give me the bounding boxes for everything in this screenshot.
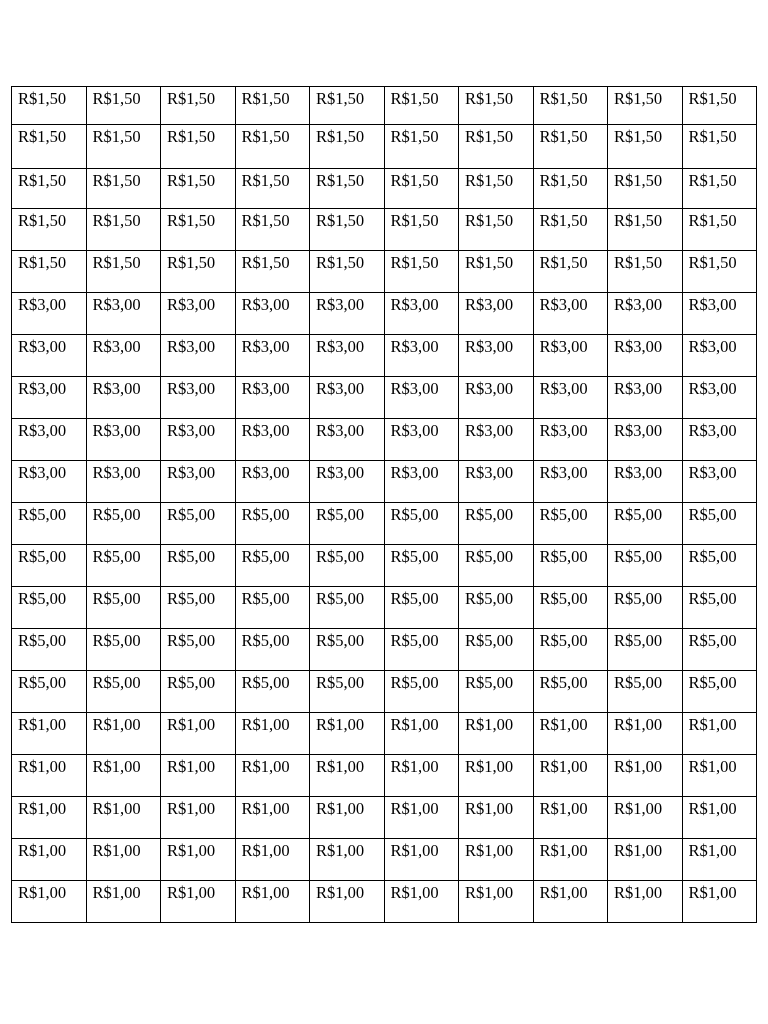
price-cell: R$1,50 [86, 209, 161, 251]
price-cell: R$5,00 [86, 671, 161, 713]
table-row [12, 797, 757, 839]
table-row [12, 125, 757, 169]
price-cell: R$1,00 [161, 839, 236, 881]
table-row [12, 713, 757, 755]
price-cell: R$3,00 [533, 419, 608, 461]
table-row [12, 671, 757, 713]
price-cell: R$3,00 [459, 419, 534, 461]
price-cell: R$5,00 [235, 545, 310, 587]
price-cell: R$5,00 [533, 545, 608, 587]
price-cell: R$5,00 [161, 671, 236, 713]
table-row [12, 755, 757, 797]
price-cell: R$3,00 [161, 461, 236, 503]
price-cell: R$5,00 [459, 671, 534, 713]
price-cell: R$5,00 [608, 545, 683, 587]
price-cell: R$3,00 [12, 377, 87, 419]
price-cell: R$5,00 [459, 629, 534, 671]
price-cell: R$3,00 [310, 335, 385, 377]
price-cell: R$1,50 [235, 251, 310, 293]
price-cell: R$3,00 [608, 335, 683, 377]
price-cell: R$5,00 [608, 503, 683, 545]
price-cell: R$1,00 [235, 755, 310, 797]
price-cell: R$5,00 [459, 587, 534, 629]
price-cell: R$1,00 [86, 839, 161, 881]
price-cell: R$1,50 [384, 209, 459, 251]
price-cell: R$5,00 [533, 671, 608, 713]
price-cell: R$1,00 [608, 797, 683, 839]
price-cell: R$3,00 [86, 335, 161, 377]
price-cell: R$1,50 [384, 125, 459, 169]
table-row [12, 169, 757, 209]
price-cell: R$1,00 [682, 713, 757, 755]
price-cell: R$1,00 [12, 713, 87, 755]
price-cell: R$1,50 [682, 125, 757, 169]
price-cell: R$1,00 [384, 881, 459, 923]
price-cell: R$3,00 [235, 461, 310, 503]
price-cell: R$1,00 [682, 755, 757, 797]
price-cell: R$3,00 [12, 293, 87, 335]
price-table-body [12, 87, 757, 923]
price-cell: R$3,00 [682, 293, 757, 335]
price-cell: R$1,50 [682, 251, 757, 293]
table-row [12, 629, 757, 671]
price-cell: R$1,50 [310, 251, 385, 293]
price-cell: R$5,00 [86, 503, 161, 545]
price-cell: R$1,00 [608, 881, 683, 923]
price-cell: R$5,00 [310, 503, 385, 545]
price-cell: R$1,00 [12, 839, 87, 881]
price-cell: R$5,00 [12, 587, 87, 629]
price-cell: R$1,00 [682, 881, 757, 923]
price-cell: R$3,00 [161, 335, 236, 377]
price-cell: R$5,00 [310, 587, 385, 629]
price-cell: R$5,00 [384, 671, 459, 713]
price-cell: R$3,00 [86, 461, 161, 503]
price-cell: R$1,00 [459, 713, 534, 755]
price-cell: R$1,00 [533, 713, 608, 755]
price-cell: R$3,00 [86, 377, 161, 419]
price-cell: R$1,50 [682, 169, 757, 209]
table-row [12, 377, 757, 419]
price-cell: R$1,50 [533, 125, 608, 169]
price-cell: R$3,00 [533, 377, 608, 419]
price-cell: R$5,00 [310, 629, 385, 671]
price-cell: R$3,00 [384, 377, 459, 419]
price-cell: R$1,50 [459, 251, 534, 293]
price-cell: R$1,50 [161, 169, 236, 209]
price-cell: R$1,00 [459, 797, 534, 839]
price-cell: R$3,00 [384, 461, 459, 503]
price-cell: R$5,00 [384, 587, 459, 629]
price-cell: R$5,00 [161, 629, 236, 671]
price-cell: R$1,50 [310, 125, 385, 169]
price-cell: R$5,00 [235, 671, 310, 713]
price-cell: R$1,50 [310, 169, 385, 209]
price-cell: R$1,50 [235, 87, 310, 125]
price-cell: R$1,00 [161, 713, 236, 755]
price-cell: R$5,00 [682, 671, 757, 713]
price-cell: R$1,00 [459, 881, 534, 923]
price-cell: R$3,00 [235, 377, 310, 419]
price-cell: R$1,00 [86, 881, 161, 923]
price-cell: R$5,00 [682, 629, 757, 671]
price-cell: R$1,50 [12, 125, 87, 169]
table-row [12, 335, 757, 377]
price-cell: R$5,00 [608, 629, 683, 671]
price-cell: R$5,00 [459, 545, 534, 587]
price-cell: R$1,00 [384, 797, 459, 839]
price-cell: R$1,00 [310, 881, 385, 923]
price-cell: R$1,00 [235, 881, 310, 923]
price-cell: R$1,00 [533, 755, 608, 797]
price-cell: R$1,50 [384, 251, 459, 293]
price-cell: R$5,00 [12, 629, 87, 671]
price-cell: R$5,00 [459, 503, 534, 545]
price-cell: R$5,00 [161, 545, 236, 587]
price-cell: R$1,50 [608, 87, 683, 125]
price-cell: R$1,50 [682, 209, 757, 251]
price-cell: R$5,00 [533, 587, 608, 629]
price-cell: R$5,00 [12, 503, 87, 545]
price-cell: R$5,00 [384, 545, 459, 587]
price-cell: R$5,00 [310, 545, 385, 587]
price-cell: R$1,00 [161, 797, 236, 839]
price-cell: R$3,00 [235, 419, 310, 461]
price-cell: R$3,00 [459, 461, 534, 503]
price-cell: R$3,00 [310, 461, 385, 503]
price-cell: R$1,50 [12, 169, 87, 209]
table-row [12, 251, 757, 293]
table-row [12, 461, 757, 503]
price-cell: R$5,00 [86, 587, 161, 629]
price-cell: R$1,00 [459, 839, 534, 881]
price-cell: R$1,00 [12, 755, 87, 797]
price-cell: R$3,00 [533, 293, 608, 335]
price-cell: R$1,50 [310, 87, 385, 125]
price-cell: R$3,00 [682, 461, 757, 503]
price-cell: R$1,50 [384, 87, 459, 125]
price-cell: R$1,50 [161, 125, 236, 169]
price-cell: R$1,00 [608, 755, 683, 797]
price-cell: R$5,00 [235, 587, 310, 629]
price-cell: R$3,00 [682, 377, 757, 419]
price-cell: R$5,00 [12, 671, 87, 713]
price-cell: R$5,00 [235, 503, 310, 545]
table-row [12, 881, 757, 923]
price-cell: R$3,00 [608, 461, 683, 503]
price-cell: R$3,00 [608, 419, 683, 461]
price-cell: R$1,50 [459, 209, 534, 251]
price-cell: R$1,00 [12, 881, 87, 923]
price-cell: R$1,50 [384, 169, 459, 209]
price-cell: R$1,50 [608, 209, 683, 251]
price-cell: R$1,00 [384, 713, 459, 755]
price-cell: R$3,00 [161, 293, 236, 335]
price-cell: R$5,00 [235, 629, 310, 671]
table-row [12, 419, 757, 461]
price-cell: R$5,00 [161, 503, 236, 545]
price-cell: R$3,00 [384, 335, 459, 377]
price-cell: R$5,00 [310, 671, 385, 713]
price-cell: R$3,00 [533, 335, 608, 377]
price-cell: R$1,00 [533, 881, 608, 923]
price-cell: R$1,50 [533, 251, 608, 293]
price-cell: R$1,00 [86, 755, 161, 797]
price-cell: R$1,00 [682, 797, 757, 839]
price-cell: R$3,00 [310, 377, 385, 419]
table-row [12, 839, 757, 881]
price-cell: R$1,00 [310, 755, 385, 797]
price-cell: R$1,00 [608, 713, 683, 755]
table-row [12, 293, 757, 335]
price-cell: R$1,00 [310, 713, 385, 755]
price-cell: R$1,00 [12, 797, 87, 839]
price-cell: R$1,50 [533, 209, 608, 251]
price-cell: R$1,50 [86, 125, 161, 169]
price-cell: R$3,00 [384, 293, 459, 335]
price-cell: R$1,50 [459, 125, 534, 169]
price-cell: R$1,00 [384, 755, 459, 797]
price-cell: R$3,00 [533, 461, 608, 503]
price-cell: R$1,50 [161, 87, 236, 125]
price-cell: R$5,00 [682, 587, 757, 629]
price-cell: R$3,00 [235, 335, 310, 377]
table-row [12, 209, 757, 251]
price-cell: R$5,00 [608, 671, 683, 713]
price-cell: R$1,50 [608, 251, 683, 293]
price-cell: R$3,00 [161, 419, 236, 461]
price-cell: R$1,00 [459, 755, 534, 797]
price-cell: R$5,00 [161, 587, 236, 629]
price-cell: R$3,00 [310, 419, 385, 461]
price-cell: R$3,00 [459, 377, 534, 419]
price-cell: R$5,00 [86, 629, 161, 671]
price-cell: R$3,00 [86, 419, 161, 461]
price-cell: R$1,50 [235, 125, 310, 169]
price-cell: R$1,50 [533, 87, 608, 125]
price-cell: R$1,50 [459, 169, 534, 209]
price-cell: R$1,00 [310, 797, 385, 839]
price-table [11, 86, 757, 923]
price-cell: R$1,00 [86, 713, 161, 755]
price-cell: R$1,00 [161, 881, 236, 923]
price-cell: R$5,00 [533, 503, 608, 545]
price-cell: R$3,00 [682, 419, 757, 461]
price-cell: R$1,00 [235, 797, 310, 839]
table-row [12, 87, 757, 125]
price-cell: R$3,00 [384, 419, 459, 461]
table-row [12, 545, 757, 587]
price-cell: R$1,00 [235, 713, 310, 755]
price-cell: R$1,50 [533, 169, 608, 209]
price-cell: R$3,00 [459, 335, 534, 377]
price-cell: R$1,50 [161, 251, 236, 293]
price-cell: R$1,50 [86, 87, 161, 125]
price-cell: R$3,00 [608, 377, 683, 419]
price-cell: R$5,00 [533, 629, 608, 671]
price-cell: R$1,00 [235, 839, 310, 881]
price-cell: R$3,00 [86, 293, 161, 335]
price-cell: R$1,50 [161, 209, 236, 251]
price-cell: R$5,00 [384, 503, 459, 545]
price-cell: R$1,50 [86, 169, 161, 209]
price-cell: R$1,50 [608, 169, 683, 209]
price-cell: R$1,50 [310, 209, 385, 251]
price-cell: R$3,00 [235, 293, 310, 335]
price-cell: R$1,50 [12, 87, 87, 125]
price-cell: R$3,00 [12, 335, 87, 377]
price-cell: R$5,00 [12, 545, 87, 587]
price-cell: R$1,00 [682, 839, 757, 881]
price-cell: R$3,00 [161, 377, 236, 419]
price-cell: R$3,00 [310, 293, 385, 335]
price-cell: R$1,50 [86, 251, 161, 293]
price-cell: R$1,00 [533, 797, 608, 839]
price-cell: R$1,00 [161, 755, 236, 797]
price-cell: R$3,00 [608, 293, 683, 335]
price-cell: R$1,00 [384, 839, 459, 881]
price-cell: R$1,00 [86, 797, 161, 839]
price-cell: R$3,00 [12, 419, 87, 461]
price-cell: R$1,00 [608, 839, 683, 881]
price-cell: R$1,00 [533, 839, 608, 881]
table-row [12, 587, 757, 629]
price-cell: R$1,50 [12, 251, 87, 293]
table-row [12, 503, 757, 545]
price-cell: R$5,00 [86, 545, 161, 587]
price-cell: R$1,50 [235, 209, 310, 251]
price-cell: R$5,00 [384, 629, 459, 671]
price-cell: R$1,50 [608, 125, 683, 169]
price-cell: R$5,00 [682, 503, 757, 545]
price-cell: R$1,50 [12, 209, 87, 251]
price-cell: R$3,00 [459, 293, 534, 335]
price-cell: R$1,50 [235, 169, 310, 209]
price-cell: R$1,50 [459, 87, 534, 125]
price-cell: R$1,00 [310, 839, 385, 881]
price-cell: R$3,00 [682, 335, 757, 377]
price-cell: R$5,00 [608, 587, 683, 629]
price-cell: R$1,50 [682, 87, 757, 125]
price-cell: R$3,00 [12, 461, 87, 503]
price-cell: R$5,00 [682, 545, 757, 587]
